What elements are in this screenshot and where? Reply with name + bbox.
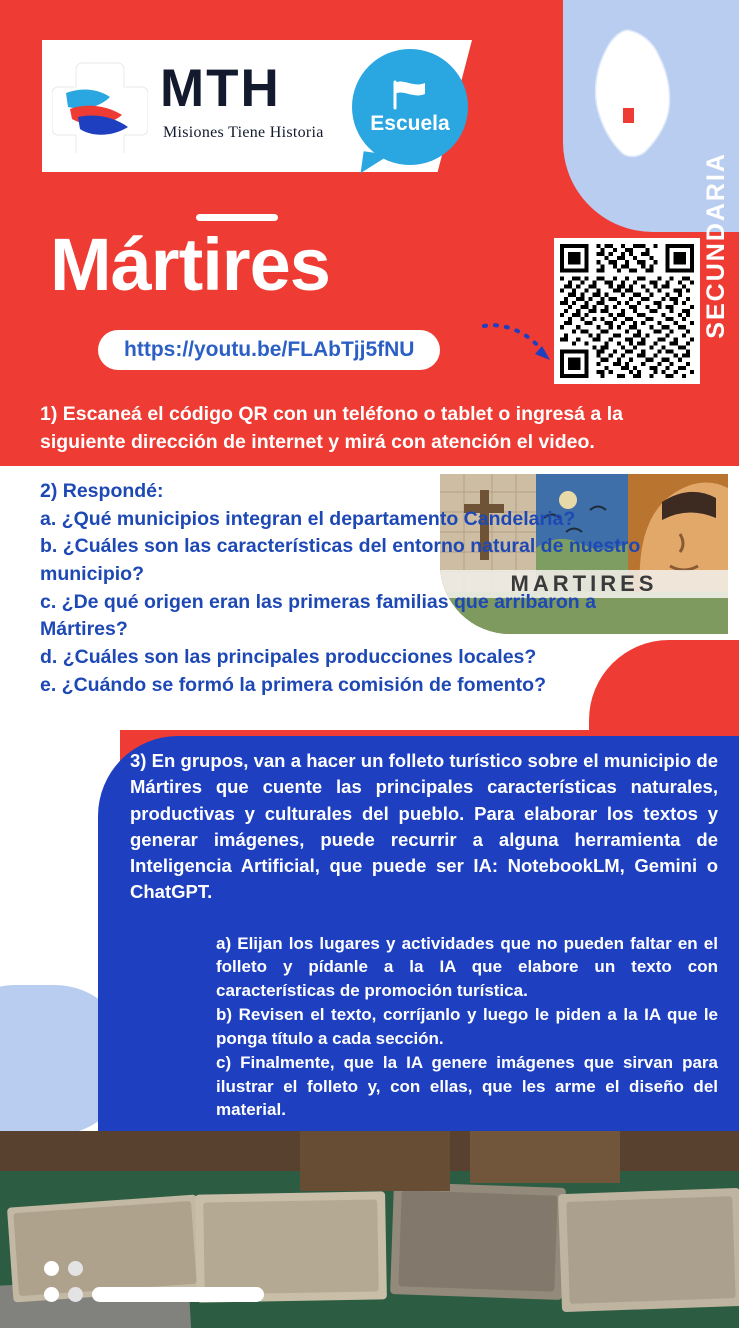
brand-title: MTH: [160, 59, 281, 118]
pagination-dots[interactable]: [44, 1287, 264, 1302]
mth-logo-icon: [52, 57, 148, 153]
brand-subtitle: Misiones Tiene Historia: [163, 124, 324, 141]
video-url-pill[interactable]: https://youtu.be/FLAbTjj5fNU: [98, 330, 440, 370]
secundaria-label: SECUNDARIA: [702, 152, 730, 339]
step-2-heading: 2) Respondé:: [40, 480, 164, 502]
dot-4[interactable]: [68, 1261, 83, 1276]
step-3-item-a: a) Elijan los lugares y actividades que no pueden faltar en el folleto y pídanle a la IA que elabore un texto con características de promoción turística.: [216, 934, 718, 1000]
dot-3[interactable]: [44, 1261, 59, 1276]
qr-code[interactable]: [554, 238, 700, 384]
page-title: Mártires: [50, 223, 330, 306]
pagination-dots-row2[interactable]: [44, 1261, 83, 1276]
step-2-question-d: d. ¿Cuáles son las principales producciones locales?: [40, 646, 537, 669]
dot-1[interactable]: [44, 1287, 59, 1302]
school-flag-icon: [387, 78, 433, 110]
step-2-block: [40, 478, 660, 700]
svg-text:MARTIRES: MARTIRES: [510, 571, 658, 596]
step-3-item-c: c) Finalmente, que la IA genere imágenes que sirvan para ilustrar el folleto y, con ellas, que les arme el diseño del material.: [216, 1053, 718, 1120]
step-2-question-a: a. ¿Qué municipios integran el departamento Candelaria?: [40, 507, 576, 530]
misiones-map-icon: [583, 28, 679, 160]
step-1-text: 1) Escaneá el código QR con un teléfono o tablet o ingresá a la siguiente dirección de internet y mirá con atención el video.: [40, 403, 623, 454]
qr-code-graphic: [560, 244, 694, 378]
escuela-bubble: [352, 49, 468, 165]
progress-bar[interactable]: [92, 1287, 264, 1302]
step-2-question-e: e. ¿Cuándo se formó la primera comisión de fomento?: [40, 673, 546, 696]
dot-2[interactable]: [68, 1287, 83, 1302]
step-3-text: 3) En grupos, van a hacer un folleto turístico sobre el municipio de Mártires que cuente las principales características naturales, productivas y culturales del pueblo. Para elaborar los textos y generar imágenes, puede recurrir a alguna herramienta de Inteligencia Artificial, que puede ser IA: NotebookLM, Gemini o ChatGPT.: [130, 750, 718, 903]
step-3-subitems: [216, 932, 718, 1123]
step-2-question-c: c. ¿De qué origen eran las primeras familias que arribaron a Mártires?: [40, 590, 596, 641]
step-2-question-b: b. ¿Cuáles son las características del entorno natural de nuestro municipio?: [40, 535, 641, 586]
escuela-label: Escuela: [370, 112, 450, 135]
title-dash: [196, 214, 278, 221]
step-3-item-b: b) Revisen el texto, corríjanlo y luego le piden a la IA que le ponga título a cada sección.: [216, 1005, 718, 1048]
